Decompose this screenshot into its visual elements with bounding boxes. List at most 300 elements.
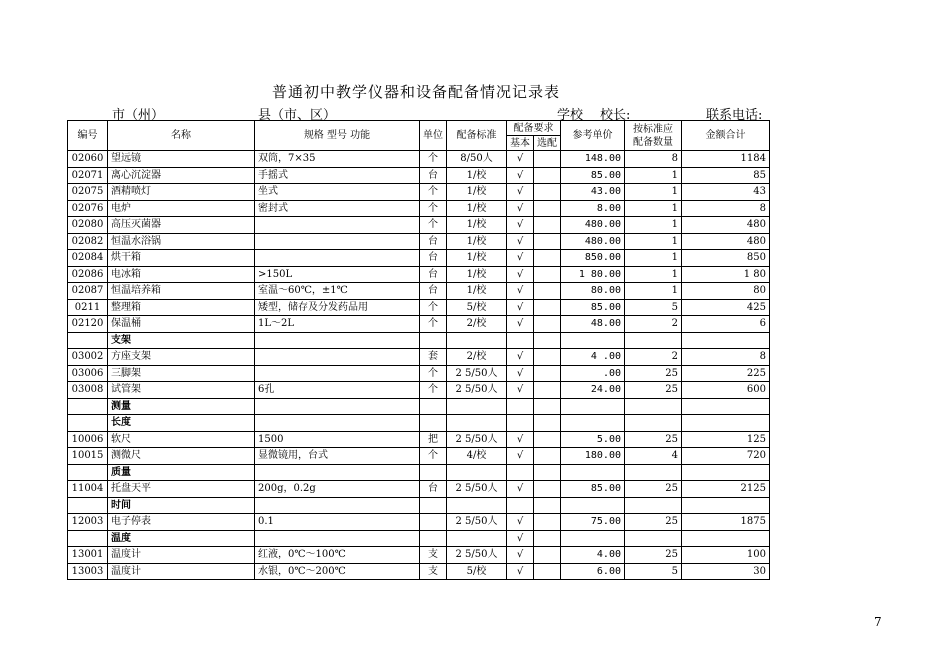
basic-cell: √ [507,349,534,366]
spec-cell: 双筒，7×35 [255,151,420,168]
unit-cell: 台 [420,167,447,184]
optional-cell [534,299,561,316]
code-cell: 13001 [68,547,108,564]
code-cell: 11004 [68,481,108,498]
quantity-cell: 2 [625,349,682,366]
optional-cell [534,365,561,382]
standard-cell: 2 5/50人 [447,547,507,564]
standard-cell: 2 5/50人 [447,481,507,498]
unit-cell [420,332,447,349]
quantity-cell [625,332,682,349]
spec-cell: 200g，0.2g [255,481,420,498]
spec-cell [255,497,420,514]
total-cell: 125 [682,431,770,448]
table-row [68,283,770,300]
table-row [68,448,770,465]
price-cell: 24.00 [561,382,625,399]
header-standard: 配备标准 [447,121,507,151]
total-cell [682,464,770,481]
spec-cell [255,398,420,415]
spec-cell: 1500 [255,431,420,448]
optional-cell [534,464,561,481]
total-cell: 850 [682,250,770,267]
unit-cell: 个 [420,365,447,382]
standard-cell: 2 5/50人 [447,365,507,382]
name-cell: 温度计 [108,547,255,564]
table-row [68,431,770,448]
unit-cell: 个 [420,316,447,333]
basic-cell: √ [507,167,534,184]
name-cell: 保温桶 [108,316,255,333]
code-cell: 02086 [68,266,108,283]
name-cell: 电炉 [108,200,255,217]
code-cell [68,332,108,349]
optional-cell [534,332,561,349]
principal-label: 校长: [600,108,631,123]
optional-cell [534,530,561,547]
quantity-cell: 8 [625,151,682,168]
unit-cell: 个 [420,217,447,234]
quantity-cell [625,398,682,415]
optional-cell [534,283,561,300]
total-cell: 1875 [682,514,770,531]
total-cell: 720 [682,448,770,465]
standard-cell: 1/校 [447,184,507,201]
price-cell: 180.00 [561,448,625,465]
code-cell: 02060 [68,151,108,168]
code-cell: 13003 [68,563,108,580]
spec-cell [255,530,420,547]
price-cell [561,415,625,432]
page-number: 7 [874,615,882,629]
basic-cell [507,497,534,514]
quantity-cell: 1 [625,184,682,201]
code-cell: 02071 [68,167,108,184]
optional-cell [534,481,561,498]
price-cell [561,398,625,415]
name-cell: 烘干箱 [108,250,255,267]
price-cell: 85.00 [561,167,625,184]
standard-cell: 1/校 [447,250,507,267]
phone-label: 联系电话: [706,108,763,123]
name-cell: 软尺 [108,431,255,448]
quantity-cell: 5 [625,299,682,316]
basic-cell [507,415,534,432]
header-basic: 基本 [507,136,534,151]
code-cell [68,464,108,481]
quantity-cell: 2 [625,316,682,333]
price-cell: 480.00 [561,217,625,234]
code-cell [68,398,108,415]
name-cell: 酒精喷灯 [108,184,255,201]
basic-cell [507,332,534,349]
basic-cell: √ [507,200,534,217]
code-cell: 02120 [68,316,108,333]
quantity-cell: 1 [625,167,682,184]
name-cell: 测微尺 [108,448,255,465]
optional-cell [534,497,561,514]
category-row [68,398,770,415]
price-cell: .00 [561,365,625,382]
school-label: 学校 [557,108,584,123]
total-cell: 30 [682,563,770,580]
optional-cell [534,547,561,564]
spec-cell [255,217,420,234]
name-cell: 支架 [108,332,255,349]
table-row [68,365,770,382]
spec-cell: 0.1 [255,514,420,531]
category-row [68,332,770,349]
spec-cell: 水银，0℃～200℃ [255,563,420,580]
optional-cell [534,514,561,531]
quantity-cell [625,497,682,514]
name-cell: 高压灭菌器 [108,217,255,234]
price-cell: 148.00 [561,151,625,168]
name-cell: 时间 [108,497,255,514]
standard-cell: 2/校 [447,316,507,333]
basic-cell [507,464,534,481]
name-cell: 电冰箱 [108,266,255,283]
total-cell: 8 [682,200,770,217]
unit-cell: 个 [420,299,447,316]
quantity-cell: 5 [625,563,682,580]
table-row [68,299,770,316]
quantity-cell: 1 [625,233,682,250]
code-cell [68,530,108,547]
optional-cell [534,431,561,448]
standard-cell: 1/校 [447,167,507,184]
unit-cell [420,398,447,415]
code-cell: 02082 [68,233,108,250]
spec-cell: 红液，0℃～100℃ [255,547,420,564]
total-cell: 1184 [682,151,770,168]
optional-cell [534,349,561,366]
unit-cell [420,530,447,547]
quantity-cell: 4 [625,448,682,465]
standard-cell: 4/校 [447,448,507,465]
quantity-cell: 25 [625,514,682,531]
header-optional: 选配 [534,136,561,151]
header-code: 编号 [68,121,108,151]
unit-cell [420,464,447,481]
basic-cell: √ [507,250,534,267]
code-cell: 0211 [68,299,108,316]
total-cell: 100 [682,547,770,564]
header-name: 名称 [108,121,255,151]
total-cell: 480 [682,217,770,234]
code-cell: 03006 [68,365,108,382]
total-cell [682,415,770,432]
price-cell [561,497,625,514]
total-cell: 425 [682,299,770,316]
quantity-cell: 25 [625,431,682,448]
unit-cell: 个 [420,151,447,168]
category-row [68,497,770,514]
standard-cell: 2 5/50人 [447,382,507,399]
spec-cell: 6孔 [255,382,420,399]
basic-cell [507,398,534,415]
unit-cell: 套 [420,349,447,366]
spec-cell [255,250,420,267]
total-cell: 6 [682,316,770,333]
code-cell [68,415,108,432]
spec-cell: >150L [255,266,420,283]
price-cell: 43.00 [561,184,625,201]
total-cell [682,332,770,349]
code-cell: 10015 [68,448,108,465]
price-cell: 85.00 [561,481,625,498]
code-cell: 03002 [68,349,108,366]
price-cell: 80.00 [561,283,625,300]
quantity-cell [625,415,682,432]
price-cell: 75.00 [561,514,625,531]
price-cell: 5.00 [561,431,625,448]
table-row [68,316,770,333]
header-price: 参考单价 [561,121,625,151]
equipment-table [67,120,770,580]
optional-cell [534,448,561,465]
table-row [68,250,770,267]
spec-cell [255,233,420,250]
code-cell: 10006 [68,431,108,448]
name-cell: 三脚架 [108,365,255,382]
unit-cell: 台 [420,283,447,300]
code-cell: 02084 [68,250,108,267]
unit-cell [420,415,447,432]
optional-cell [534,316,561,333]
spec-cell: 密封式 [255,200,420,217]
unit-cell: 台 [420,250,447,267]
basic-cell: √ [507,365,534,382]
optional-cell [534,398,561,415]
code-cell: 02080 [68,217,108,234]
standard-cell: 1/校 [447,266,507,283]
basic-cell: √ [507,530,534,547]
table-row [68,151,770,168]
basic-cell: √ [507,299,534,316]
header-quantity: 按标准应 配备数量 [625,121,682,151]
code-cell: 03008 [68,382,108,399]
standard-cell [447,530,507,547]
quantity-cell: 25 [625,382,682,399]
city-label: 市（州） [112,108,165,123]
standard-cell [447,398,507,415]
basic-cell: √ [507,382,534,399]
price-cell: 48.00 [561,316,625,333]
optional-cell [534,151,561,168]
total-cell: 225 [682,365,770,382]
standard-cell: 5/校 [447,563,507,580]
standard-cell [447,332,507,349]
price-cell: 8.00 [561,200,625,217]
table-row [68,217,770,234]
quantity-cell: 1 [625,283,682,300]
price-cell [561,530,625,547]
spec-cell: 室温～60℃，±1℃ [255,283,420,300]
unit-cell: 台 [420,481,447,498]
name-cell: 温度 [108,530,255,547]
standard-cell: 8/50人 [447,151,507,168]
code-cell: 02076 [68,200,108,217]
price-cell: 4.00 [561,547,625,564]
unit-cell: 个 [420,448,447,465]
total-cell: 85 [682,167,770,184]
basic-cell: √ [507,217,534,234]
name-cell: 试管架 [108,382,255,399]
table-row [68,200,770,217]
table-row [68,266,770,283]
header-spec: 规格 型号 功能 [255,121,420,151]
table-row [68,382,770,399]
page-title: 普通初中教学仪器和设备配备情况记录表 [272,83,561,101]
optional-cell [534,382,561,399]
spec-cell: 1L～2L [255,316,420,333]
price-cell: 480.00 [561,233,625,250]
standard-cell: 5/校 [447,299,507,316]
category-row [68,415,770,432]
spec-cell: 显微镜用，台式 [255,448,420,465]
spec-cell: 坐式 [255,184,420,201]
table-row [68,349,770,366]
optional-cell [534,266,561,283]
standard-cell: 1/校 [447,217,507,234]
unit-cell: 台 [420,233,447,250]
basic-cell: √ [507,316,534,333]
standard-cell [447,497,507,514]
total-cell: 8 [682,349,770,366]
name-cell: 整理箱 [108,299,255,316]
optional-cell [534,415,561,432]
unit-cell: 把 [420,431,447,448]
basic-cell: √ [507,283,534,300]
price-cell: 4 .00 [561,349,625,366]
name-cell: 质量 [108,464,255,481]
table-row [68,481,770,498]
spec-cell [255,365,420,382]
quantity-cell [625,530,682,547]
unit-cell: 支 [420,547,447,564]
price-cell [561,464,625,481]
county-label: 县（市、区） [258,108,337,123]
basic-cell: √ [507,233,534,250]
table-row [68,547,770,564]
unit-cell: 台 [420,266,447,283]
total-cell [682,398,770,415]
name-cell: 电子停表 [108,514,255,531]
basic-cell: √ [507,448,534,465]
standard-cell: 1/校 [447,283,507,300]
unit-cell [420,497,447,514]
total-cell [682,530,770,547]
name-cell: 托盘天平 [108,481,255,498]
total-cell [682,497,770,514]
total-cell: 2125 [682,481,770,498]
table-row [68,233,770,250]
quantity-cell: 1 [625,266,682,283]
total-cell: 480 [682,233,770,250]
code-cell: 02075 [68,184,108,201]
price-cell: 850.00 [561,250,625,267]
spec-cell: 手摇式 [255,167,420,184]
quantity-cell: 1 [625,250,682,267]
basic-cell: √ [507,563,534,580]
optional-cell [534,563,561,580]
standard-cell: 2 5/50人 [447,431,507,448]
spec-cell [255,415,420,432]
name-cell: 恒温培养箱 [108,283,255,300]
code-cell [68,497,108,514]
basic-cell: √ [507,151,534,168]
standard-cell: 1/校 [447,233,507,250]
standard-cell [447,415,507,432]
standard-cell [447,464,507,481]
basic-cell: √ [507,184,534,201]
quantity-cell: 25 [625,481,682,498]
unit-cell: 个 [420,184,447,201]
quantity-cell: 1 [625,200,682,217]
spec-cell: 矮型，储存及分发药品用 [255,299,420,316]
unit-cell: 个 [420,200,447,217]
quantity-cell [625,464,682,481]
quantity-cell: 1 [625,217,682,234]
name-cell: 长度 [108,415,255,432]
spec-cell [255,332,420,349]
spec-cell [255,349,420,366]
unit-cell [420,514,447,531]
name-cell: 恒温水浴锅 [108,233,255,250]
basic-cell: √ [507,431,534,448]
optional-cell [534,200,561,217]
standard-cell: 2 5/50人 [447,514,507,531]
name-cell: 离心沉淀器 [108,167,255,184]
total-cell: 43 [682,184,770,201]
name-cell: 测量 [108,398,255,415]
table-row [68,514,770,531]
total-cell: 600 [682,382,770,399]
basic-cell: √ [507,481,534,498]
total-cell: 80 [682,283,770,300]
price-cell: 1 80.00 [561,266,625,283]
optional-cell [534,184,561,201]
unit-cell: 个 [420,382,447,399]
optional-cell [534,233,561,250]
optional-cell [534,167,561,184]
header-requirement: 配备要求 [507,121,561,136]
standard-cell: 2/校 [447,349,507,366]
table-row [68,563,770,580]
standard-cell: 1/校 [447,200,507,217]
optional-cell [534,250,561,267]
total-cell: 1 80 [682,266,770,283]
name-cell: 温度计 [108,563,255,580]
name-cell: 方座支架 [108,349,255,366]
category-row [68,464,770,481]
quantity-cell: 25 [625,547,682,564]
header-total: 金额合计 [682,121,770,151]
basic-cell: √ [507,266,534,283]
price-cell: 6.00 [561,563,625,580]
basic-cell: √ [507,547,534,564]
price-cell: 85.00 [561,299,625,316]
header-unit: 单位 [420,121,447,151]
basic-cell: √ [507,514,534,531]
table-row [68,184,770,201]
spec-cell [255,464,420,481]
quantity-cell: 25 [625,365,682,382]
code-cell: 02087 [68,283,108,300]
optional-cell [534,217,561,234]
unit-cell: 支 [420,563,447,580]
